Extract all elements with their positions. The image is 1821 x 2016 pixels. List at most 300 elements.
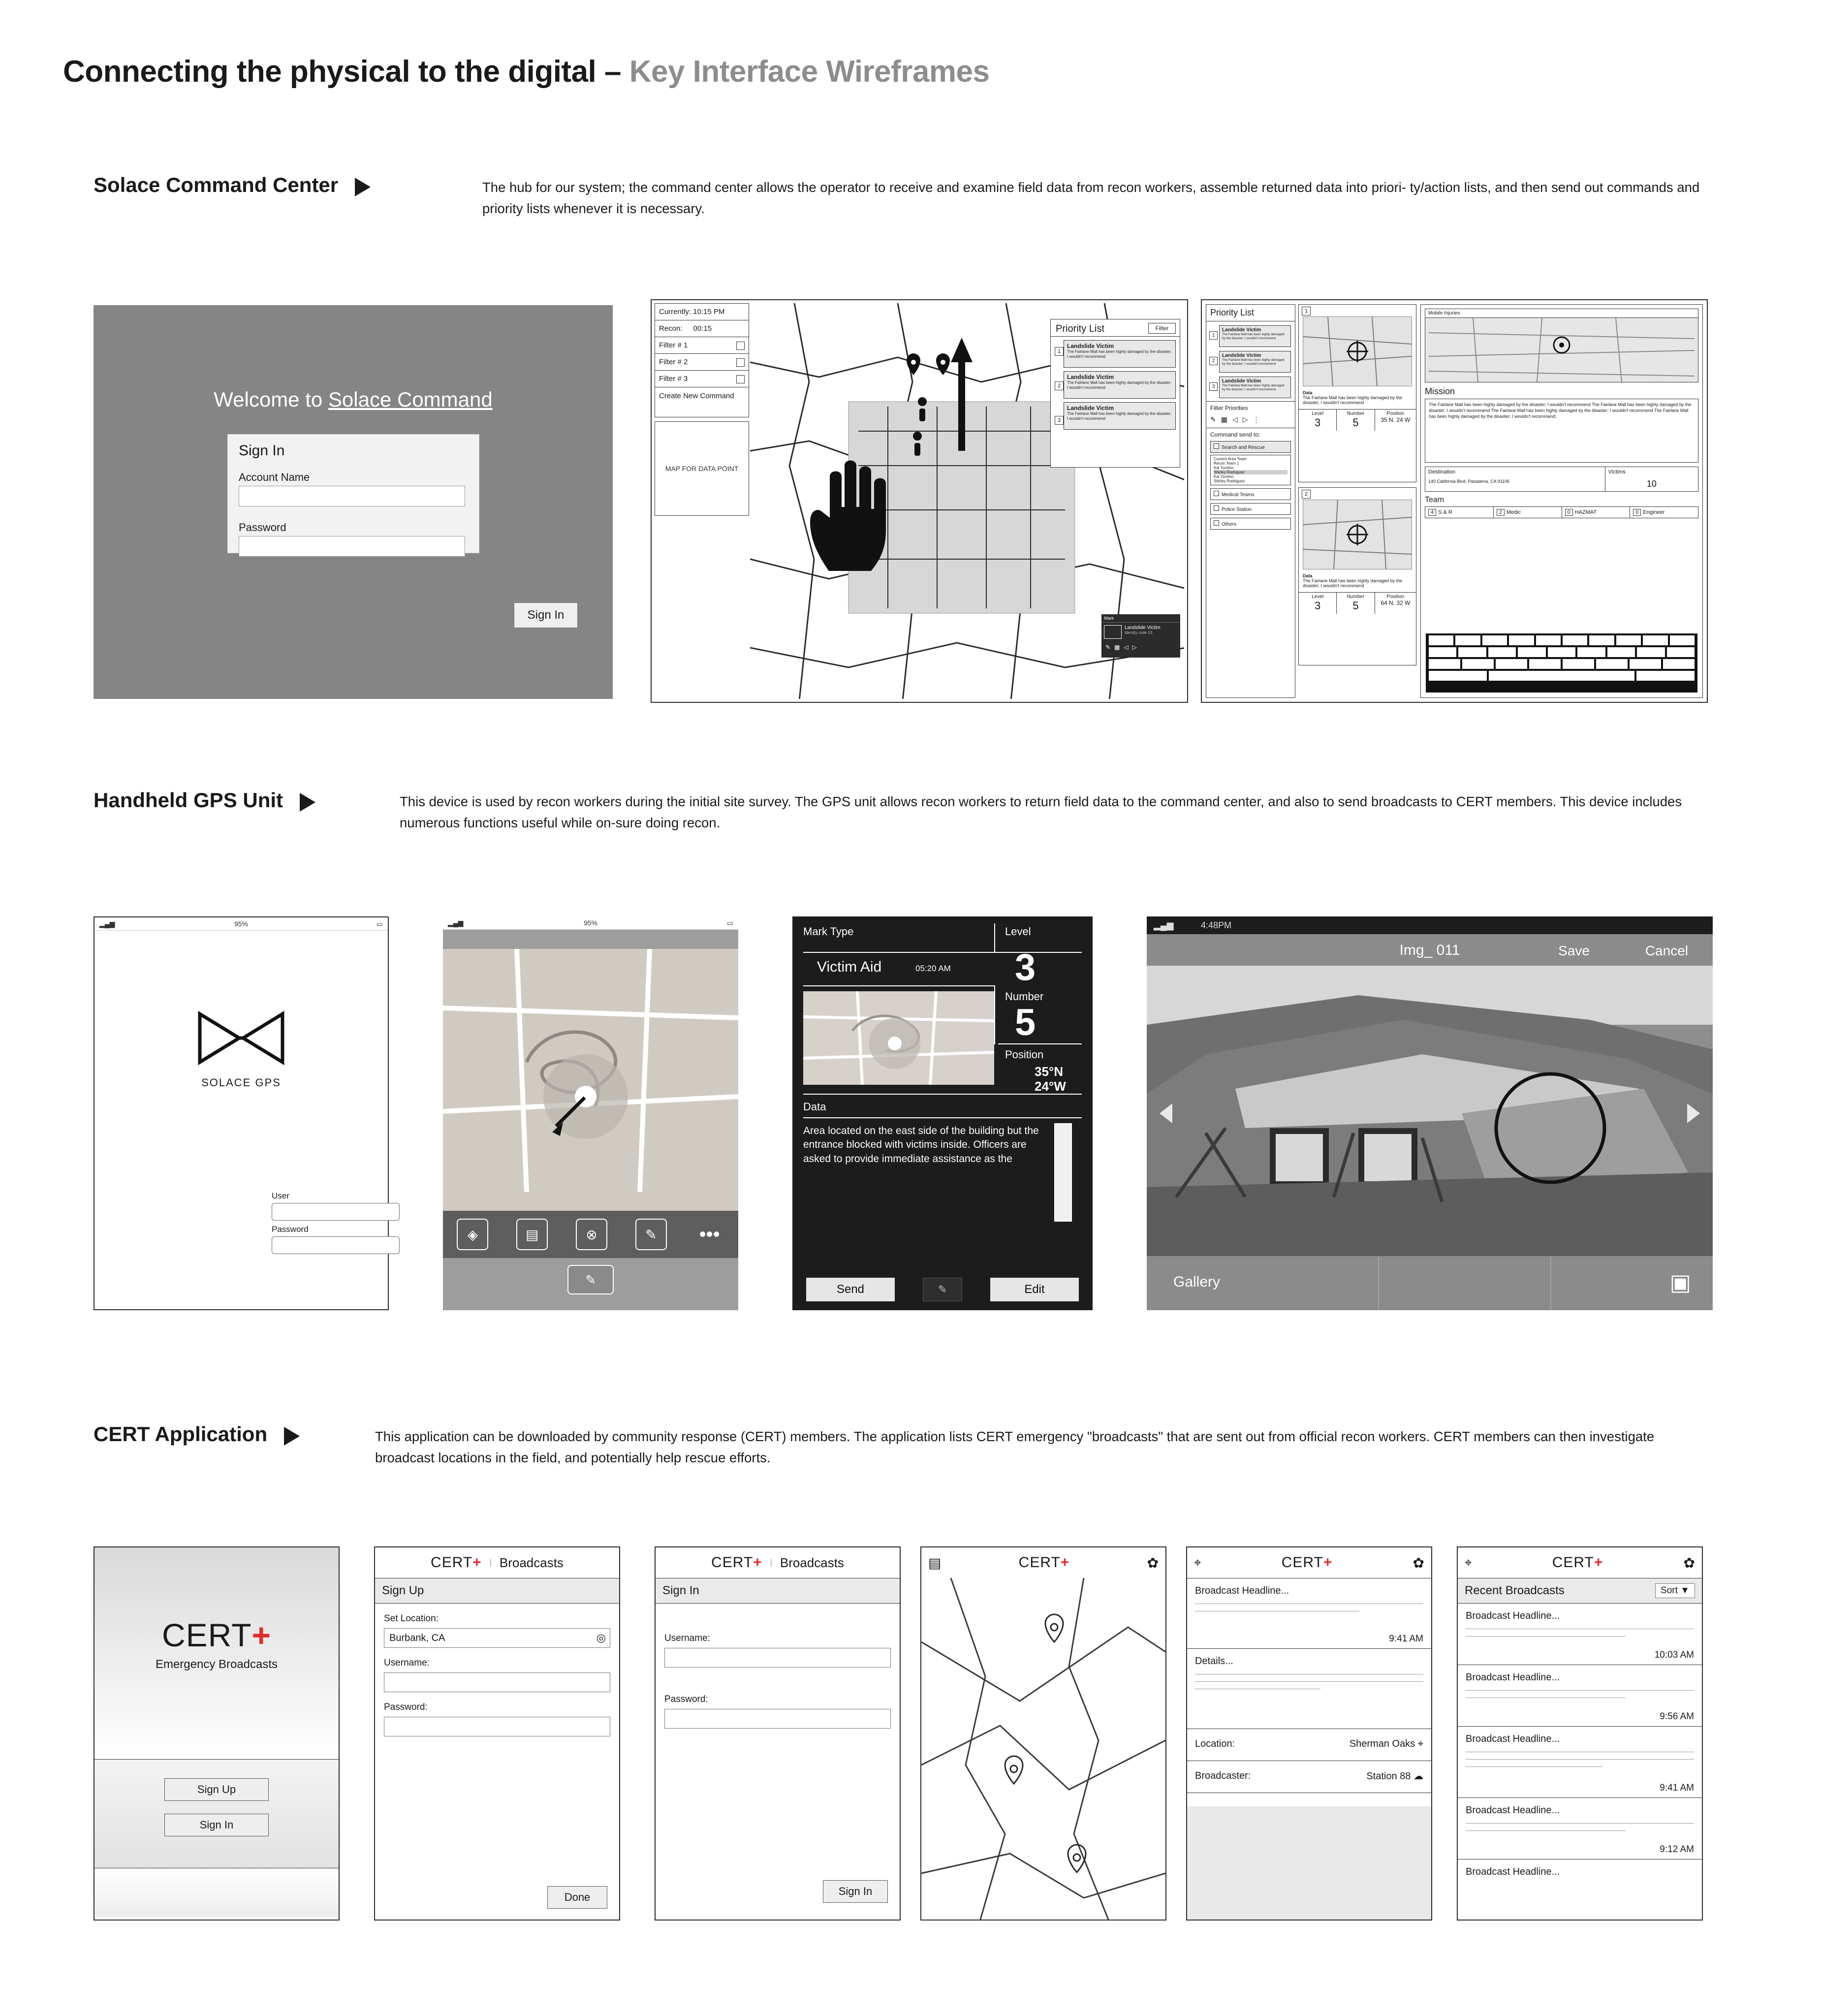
image-title: Img_ 011: [1399, 942, 1460, 958]
signin-card: [227, 434, 479, 553]
checkbox[interactable]: [1214, 491, 1219, 496]
detail-card-map[interactable]: [1303, 500, 1412, 569]
username-label: Username:: [384, 1658, 430, 1668]
mobile-injuries-label: Mobile Injuries: [1425, 309, 1698, 318]
level-value: 3: [1315, 416, 1321, 429]
list-toolbar: [1458, 1578, 1702, 1604]
cert-tagline: Emergency Broadcasts: [155, 1658, 278, 1671]
page-title-main: Connecting the physical to the digital –: [63, 55, 629, 89]
data-body: Area located on the east side of the building but the entrance blocked with victims inside. Officers are asked to provide immediate assistance as the: [803, 1125, 1039, 1165]
divider: [803, 1117, 1082, 1118]
command-center-login-screen: [94, 305, 613, 699]
mission-detail-card[interactable]: [1298, 487, 1416, 665]
password-input[interactable]: [272, 1236, 400, 1254]
filter-row-3[interactable]: Filter # 3: [655, 371, 749, 387]
priority-item-body: The Fairlane Mall has been highly damaged by the disaster; I wouldn't recommend: [1067, 411, 1172, 421]
broadcast-location-row: [1187, 1729, 1431, 1761]
popup-subtitle: Identity code 03: [1125, 630, 1153, 635]
command-center-map-screen: [651, 299, 1188, 703]
mission-item-number: 1: [1209, 331, 1218, 340]
create-new-command-button[interactable]: Create New Command: [659, 391, 734, 400]
section-heading-cert: [94, 1424, 300, 1446]
mark-map-thumb[interactable]: [803, 991, 994, 1085]
save-button[interactable]: Save: [1558, 943, 1590, 958]
done-button[interactable]: Done: [547, 1886, 607, 1909]
password-input[interactable]: [664, 1709, 891, 1729]
list-icon[interactable]: ▤: [928, 1555, 942, 1571]
victims-field: [1605, 467, 1698, 492]
detail-card-stats: [1299, 409, 1416, 431]
prev-photo-arrow[interactable]: [1160, 1103, 1172, 1123]
map-thumbnail[interactable]: MAP FOR DATA POINT: [655, 421, 749, 516]
section-title: Solace Command Center: [94, 173, 339, 196]
close-icon[interactable]: ⊗: [576, 1219, 607, 1250]
broadcast-list-item[interactable]: [1458, 1727, 1702, 1798]
gps-brand: SOLACE GPS: [201, 1076, 281, 1089]
broadcast-list-item[interactable]: [1458, 1859, 1702, 1905]
photo-top-bar: [1147, 934, 1713, 966]
level-value: 3: [1315, 599, 1321, 612]
broadcast-time: 9:56 AM: [1660, 1711, 1694, 1722]
mark-type-label: Mark Type: [803, 925, 854, 938]
section-title: CERT Application: [94, 1422, 268, 1446]
priority-list-panel: [1050, 319, 1180, 468]
user-input[interactable]: [272, 1203, 400, 1221]
save-icon[interactable]: ▤: [516, 1219, 548, 1250]
command-center-mission-screen: [1201, 299, 1708, 703]
camera-icon[interactable]: ▣: [1669, 1269, 1691, 1295]
priority-item-body: The Fairlane Mall has been highly damaged by the disaster; I wouldn't recommend: [1067, 349, 1172, 359]
forward-icon[interactable]: ▷: [1242, 415, 1248, 423]
position-value: 64 N. 32 W: [1381, 599, 1411, 606]
filter-row-2[interactable]: Filter # 2: [655, 354, 749, 371]
onscreen-keyboard[interactable]: [1426, 633, 1697, 693]
position-value: 35 N. 24 W: [1381, 416, 1411, 423]
solace-logo-icon: [197, 1011, 285, 1065]
signin-card-title: Sign In: [239, 442, 285, 459]
recon-row: Recon: 00:15: [655, 320, 749, 337]
data-label: Data: [1303, 390, 1313, 395]
checkbox[interactable]: [1214, 505, 1219, 511]
battery-label: 95%: [234, 920, 249, 928]
grid-icon[interactable]: ▦: [1221, 415, 1227, 423]
team-count-hazmat[interactable]: 0 HAZMAT: [1562, 507, 1631, 518]
tag-icon[interactable]: ✎: [635, 1219, 667, 1250]
team-group-panel: [1210, 455, 1291, 485]
cert-header: [921, 1547, 1165, 1578]
mission-priority-item[interactable]: [1219, 377, 1291, 398]
filter-checkbox-2[interactable]: [736, 358, 745, 367]
username-label: Username:: [664, 1633, 710, 1643]
mission-detail-card[interactable]: [1298, 304, 1416, 482]
text-line: [1466, 1830, 1626, 1831]
broadcast-time: 10:03 AM: [1654, 1650, 1694, 1660]
keyboard-row[interactable]: [1426, 645, 1697, 657]
broadcast-headline: Broadcast Headline...: [1466, 1672, 1560, 1683]
data-label: Data: [803, 1101, 826, 1113]
signup-button[interactable]: Sign Up: [164, 1778, 269, 1801]
broadcast-details-block: [1187, 1649, 1431, 1729]
cert-brand: CERT+: [161, 1617, 272, 1653]
password-label: Password:: [384, 1702, 428, 1712]
priority-item-headline: Landslide Victim: [1067, 405, 1114, 411]
location-value: Burbank, CA: [389, 1632, 445, 1643]
broadcast-headline: Broadcast Headline...: [1466, 1866, 1560, 1877]
grid-icon[interactable]: ▦: [1114, 644, 1120, 651]
gear-icon[interactable]: ✿: [1147, 1555, 1159, 1571]
gps-map-screen: [443, 916, 738, 1310]
cert-broadcast-detail-screen: [1186, 1546, 1432, 1921]
cert-brand: CERT+: [431, 1554, 482, 1571]
priority-item-body: The Fairlane Mall has been highly damaged by the disaster; I wouldn't recommend: [1067, 380, 1172, 390]
mini-map-svg: [1303, 500, 1412, 569]
username-input[interactable]: [664, 1648, 891, 1668]
cert-header: [375, 1547, 619, 1578]
detail-card-data: [1303, 390, 1412, 405]
broadcast-list-item[interactable]: [1458, 1665, 1702, 1727]
team-member: Shirley Rodriguez: [1214, 479, 1245, 483]
photo-viewer[interactable]: [1147, 966, 1713, 1256]
cert-broadcast-list-screen: [1457, 1546, 1703, 1921]
priority-list-item[interactable]: [1064, 371, 1176, 399]
level-label: Level: [1312, 594, 1324, 599]
checkbox[interactable]: [1214, 520, 1219, 526]
signal-icon: ▂▄▆: [99, 920, 115, 928]
mini-map-svg: [1303, 317, 1412, 386]
broadcast-broadcaster-row: [1187, 1761, 1431, 1793]
crosshair-icon[interactable]: ◎: [596, 1632, 606, 1644]
broadcast-headline: Broadcast Headline...: [1466, 1733, 1560, 1744]
section-heading-command-center: [94, 175, 371, 196]
map-pin-icon[interactable]: ⌖: [1194, 1555, 1201, 1570]
broadcast-list-item[interactable]: [1458, 1604, 1702, 1665]
triangle-icon: [300, 793, 315, 812]
mission-body: The Fairlane Mall has been highly damaged by the disaster; I wouldn't recommend The Fairlane Mall has been highly damaged by the disaster; I wouldn't recommend The Fairlane Mall has been highly damaged by the disaster; I wouldn't recommend The Fairlane Mall has been highly damaged by the disaster; I wouldn't recommend;: [1425, 399, 1698, 463]
edit-icon[interactable]: ✎: [1105, 644, 1111, 651]
gps-map-canvas[interactable]: [443, 949, 738, 1212]
pen-icon[interactable]: ✎: [1210, 415, 1216, 423]
divider: [803, 1094, 1082, 1095]
priority-item-number: 3: [1055, 416, 1064, 425]
cert-header: [1187, 1547, 1431, 1578]
victims-value: 10: [1646, 479, 1657, 489]
section-title: Handheld GPS Unit: [94, 788, 283, 812]
welcome-brand: Solace Command: [328, 388, 493, 411]
mark-type-value: Victim Aid: [817, 959, 882, 975]
status-bar: [1147, 916, 1713, 934]
password-label: Password:: [664, 1694, 708, 1704]
priority-filter-button[interactable]: Filter: [1148, 323, 1176, 334]
header-divider: |: [770, 1558, 772, 1567]
status-bar: [94, 917, 388, 931]
send-option-search-rescue[interactable]: Search and Rescue: [1210, 441, 1291, 453]
position-longitude: 24°W: [1035, 1079, 1066, 1094]
priority-list-item[interactable]: [1064, 402, 1176, 430]
gps-logo: [94, 1011, 388, 1089]
mission-item-headline: Landslide Victim: [1222, 353, 1261, 358]
team-member: Kai Yumino: [1214, 466, 1234, 470]
password-label: Password: [272, 1225, 309, 1234]
broadcast-list-item[interactable]: [1458, 1798, 1702, 1859]
details-label: Details...: [1195, 1656, 1233, 1667]
text-line: [1195, 1681, 1423, 1682]
damaged-house-photo: [1147, 966, 1713, 1256]
broadcaster-value: Station 88 ☁: [1366, 1770, 1423, 1782]
user-label: User: [272, 1191, 289, 1200]
popup-label: Mark: [1101, 614, 1180, 623]
position-label: Position: [1005, 1048, 1044, 1061]
map-controls-panel: [655, 303, 749, 417]
next-photo-arrow[interactable]: [1687, 1103, 1700, 1123]
victims-label: Victims: [1608, 469, 1626, 475]
gear-icon[interactable]: ✿: [1413, 1555, 1424, 1571]
divider: [998, 1043, 1082, 1044]
send-option-medical[interactable]: Medical Teams: [1210, 488, 1291, 500]
cancel-button[interactable]: Cancel: [1645, 943, 1688, 958]
mission-priority-title: Priority List: [1206, 305, 1295, 321]
broadcaster-label: Broadcaster:: [1195, 1770, 1251, 1781]
number-value: 5: [1015, 1002, 1036, 1043]
cloud-icon: ☁: [1413, 1770, 1423, 1782]
set-location-label: Set Location:: [384, 1613, 439, 1624]
text-line: [1466, 1823, 1694, 1824]
username-input[interactable]: [384, 1672, 610, 1692]
battery-icon: ▭: [726, 919, 733, 927]
mission-item-number: 3: [1209, 382, 1218, 391]
mark-time: 05:20 AM: [915, 964, 951, 973]
cert-signin-screen: [655, 1546, 901, 1921]
cert-brand: CERT+: [711, 1554, 762, 1571]
mission-priority-column: [1206, 304, 1295, 698]
detail-card-number: 1: [1302, 307, 1311, 315]
tag-icon[interactable]: ✎: [923, 1278, 962, 1301]
section-description: The hub for our system; the command center allows the operator to receive and examine field data from recon workers, assemble returned data into priori- ty/action lists, and then send out commands and priority lists whenever it is necessary.: [482, 180, 1700, 216]
mission-item-headline: Landslide Victim: [1222, 327, 1261, 333]
map-popup-widget[interactable]: [1101, 614, 1180, 658]
team-member: Recon Team 1: [1214, 461, 1239, 466]
mark-map-svg: [803, 991, 994, 1085]
signal-icon: ▂▄▆: [1154, 920, 1174, 930]
filter-row-1[interactable]: Filter # 1: [655, 337, 749, 354]
cert-map-screen: [920, 1546, 1166, 1921]
send-option-police[interactable]: Police Station: [1210, 503, 1291, 515]
team-count-engineer[interactable]: 0 Engineer: [1630, 507, 1698, 518]
broadcast-time: 9:12 AM: [1660, 1844, 1694, 1855]
password-label: Password: [239, 521, 286, 534]
popup-title: Landslide Victim: [1125, 625, 1161, 630]
send-option-others[interactable]: Others: [1210, 518, 1291, 530]
divider: [1550, 1256, 1551, 1310]
destination-label: Destination: [1428, 469, 1456, 475]
level-value: 3: [1015, 946, 1036, 988]
more-icon[interactable]: •••: [699, 1223, 720, 1245]
hand-cursor-icon: [799, 448, 903, 571]
filter-priorities-label: Filter Priorities: [1206, 401, 1295, 414]
gps-map-svg: [443, 949, 738, 1192]
priority-list-title: Priority List: [1056, 323, 1104, 334]
priority-item-number: 2: [1055, 381, 1064, 390]
send-button[interactable]: Send: [806, 1278, 895, 1301]
map-pin-icon[interactable]: ⌖: [1417, 1738, 1423, 1749]
broadcast-time: 9:41 AM: [1660, 1783, 1694, 1793]
battery-icon: ▭: [376, 920, 383, 928]
gear-icon[interactable]: ✿: [1683, 1555, 1695, 1571]
mission-label: Mission: [1425, 386, 1455, 396]
currently-row: Currently: 10:15 PM: [655, 304, 749, 320]
detail-card-number: 2: [1302, 490, 1311, 499]
destination-victims-row: [1425, 467, 1698, 492]
sort-dropdown[interactable]: Sort ▼: [1655, 1583, 1695, 1598]
mission-detail-column: [1298, 304, 1416, 698]
header-section: Broadcasts: [499, 1555, 564, 1570]
text-line: [1466, 1766, 1602, 1767]
mission-map[interactable]: [1425, 318, 1698, 382]
text-line: [1466, 1759, 1694, 1760]
more-icon[interactable]: ⋮: [1253, 415, 1260, 423]
detail-card-map[interactable]: [1303, 316, 1412, 386]
forward-icon[interactable]: ▷: [1132, 644, 1137, 651]
broadcast-map-area[interactable]: [1187, 1806, 1431, 1920]
account-name-label: Account Name: [239, 471, 310, 483]
data-body: The Fairlane Mall has been highly damaged by the disaster; I wouldn't recommend: [1303, 578, 1403, 588]
map-pin-icon[interactable]: ⌖: [1465, 1555, 1472, 1570]
broadcast-headline-block: [1187, 1578, 1431, 1649]
destination-value: 140 California Blvd, Pasadena, CA 91106: [1428, 479, 1509, 484]
divider: [1378, 1256, 1379, 1310]
list-title: Recent Broadcasts: [1465, 1584, 1565, 1597]
gps-photo-screen: [1147, 916, 1713, 1310]
account-name-input[interactable]: [239, 486, 465, 506]
cert-brand: CERT+: [1018, 1554, 1070, 1571]
keyboard-row[interactable]: [1426, 633, 1697, 645]
battery-label: 95%: [583, 919, 598, 927]
screen-subtitle: Sign Up: [375, 1578, 619, 1604]
priority-item-headline: Landslide Victim: [1067, 343, 1114, 349]
mission-item-body: The Fairlane Mall has been highly damaged by the disaster; I wouldn't recommend: [1222, 333, 1285, 340]
marker-icon[interactable]: ◈: [457, 1219, 488, 1250]
team-group-label: Current Area Team: [1214, 457, 1247, 461]
destination-field: [1425, 467, 1605, 492]
priority-list-header: [1051, 319, 1180, 337]
mission-item-body: The Fairlane Mall has been highly damaged by the disaster; I wouldn't recommend: [1222, 358, 1285, 366]
number-value: 5: [1352, 416, 1359, 429]
priority-item-number: 1: [1055, 347, 1064, 356]
back-icon[interactable]: ◁: [1124, 644, 1129, 651]
cert-brand: CERT+: [1281, 1554, 1333, 1571]
signin-button[interactable]: Sign In: [514, 602, 578, 628]
text-line: [1466, 1636, 1626, 1637]
triangle-icon: [355, 178, 371, 196]
broadcast-headline: Broadcast Headline...: [1195, 1585, 1289, 1596]
filter-checkbox-3[interactable]: [736, 375, 745, 383]
team-member: Kai Yumino: [1214, 474, 1234, 479]
cert-logo: [94, 1616, 339, 1671]
mission-item-number: 2: [1209, 357, 1218, 365]
team-counts-row: [1425, 506, 1698, 518]
cert-header: [656, 1547, 900, 1578]
status-bar: [443, 916, 738, 930]
divider: [803, 985, 994, 986]
cert-brand: CERT+: [1552, 1554, 1603, 1571]
scroll-indicator[interactable]: [1054, 1123, 1072, 1222]
popup-toolbar[interactable]: [1101, 641, 1180, 653]
signin-button[interactable]: Sign In: [164, 1814, 269, 1836]
cert-header: [1458, 1547, 1702, 1578]
gps-toolbar[interactable]: [443, 1211, 738, 1258]
password-input[interactable]: [384, 1717, 610, 1736]
text-line: [1466, 1690, 1694, 1691]
cert-map-canvas[interactable]: [921, 1578, 1165, 1920]
keyboard-row[interactable]: [1426, 657, 1697, 669]
number-label: Number: [1347, 594, 1365, 599]
welcome-prefix: Welcome to: [214, 388, 328, 411]
divider: [994, 923, 995, 952]
divider: [994, 985, 995, 1044]
team-count-sr[interactable]: 4 S & R: [1425, 507, 1494, 518]
detail-card-stats: [1299, 592, 1416, 614]
checkbox[interactable]: [1214, 443, 1219, 449]
mobile-injuries-panel: [1425, 309, 1698, 382]
team-label: Team: [1425, 496, 1444, 504]
page-title: [63, 54, 990, 89]
gallery-label[interactable]: Gallery: [1173, 1274, 1221, 1290]
screen-subtitle: Sign In: [656, 1578, 900, 1604]
mission-summary-column: [1420, 304, 1703, 698]
password-input[interactable]: [239, 536, 465, 557]
mission-map-svg: [1425, 318, 1698, 382]
cert-signup-screen: [374, 1546, 620, 1921]
detail-card-data: [1303, 573, 1412, 588]
number-value: 5: [1352, 599, 1359, 612]
cert-splash-screen: [94, 1546, 340, 1921]
broadcast-time: 9:41 AM: [1389, 1634, 1423, 1644]
priority-item-headline: Landslide Victim: [1067, 374, 1114, 380]
section-heading-gps: [94, 790, 315, 812]
gps-bottom-bar: [443, 1258, 738, 1310]
header-divider: |: [489, 1558, 492, 1567]
cert-map-svg: [921, 1578, 1165, 1920]
cert-splash-top: [94, 1547, 339, 1760]
broadcast-headline: Broadcast Headline...: [1466, 1610, 1560, 1621]
gps-login-screen: [94, 916, 389, 1310]
filter-priorities-toolbar[interactable]: [1206, 414, 1295, 428]
mission-item-body: The Fairlane Mall has been highly damaged by the disaster; I wouldn't recommend: [1222, 384, 1285, 391]
number-label: Number: [1005, 990, 1044, 1003]
mission-priority-item[interactable]: [1219, 325, 1291, 347]
level-label: Level: [1312, 411, 1324, 416]
level-label: Level: [1005, 925, 1031, 938]
tag-action-button[interactable]: ✎: [567, 1265, 614, 1294]
back-icon[interactable]: ◁: [1232, 415, 1238, 423]
keyboard-row[interactable]: [1426, 669, 1697, 681]
location-label: Location:: [1195, 1738, 1235, 1749]
mission-priority-item[interactable]: [1219, 351, 1291, 373]
location-input[interactable]: [384, 1628, 610, 1648]
mission-item-headline: Landslide Victim: [1222, 378, 1261, 384]
edit-button[interactable]: Edit: [990, 1278, 1079, 1301]
position-label: Position: [1386, 594, 1405, 599]
signal-icon: ▂▄▆: [448, 919, 464, 927]
priority-list-item[interactable]: [1064, 340, 1176, 368]
command-send-to-label: Command send to:: [1210, 431, 1260, 438]
team-count-medic[interactable]: 2 Medic: [1494, 507, 1562, 518]
filter-checkbox-1[interactable]: [736, 342, 745, 350]
signin-button[interactable]: Sign In: [823, 1880, 888, 1903]
cert-splash-bottom: [94, 1868, 339, 1918]
page-title-accent: Key Interface Wireframes: [629, 55, 990, 89]
position-label: Position: [1386, 411, 1405, 416]
popup-thumbnail-icon: [1104, 625, 1122, 639]
